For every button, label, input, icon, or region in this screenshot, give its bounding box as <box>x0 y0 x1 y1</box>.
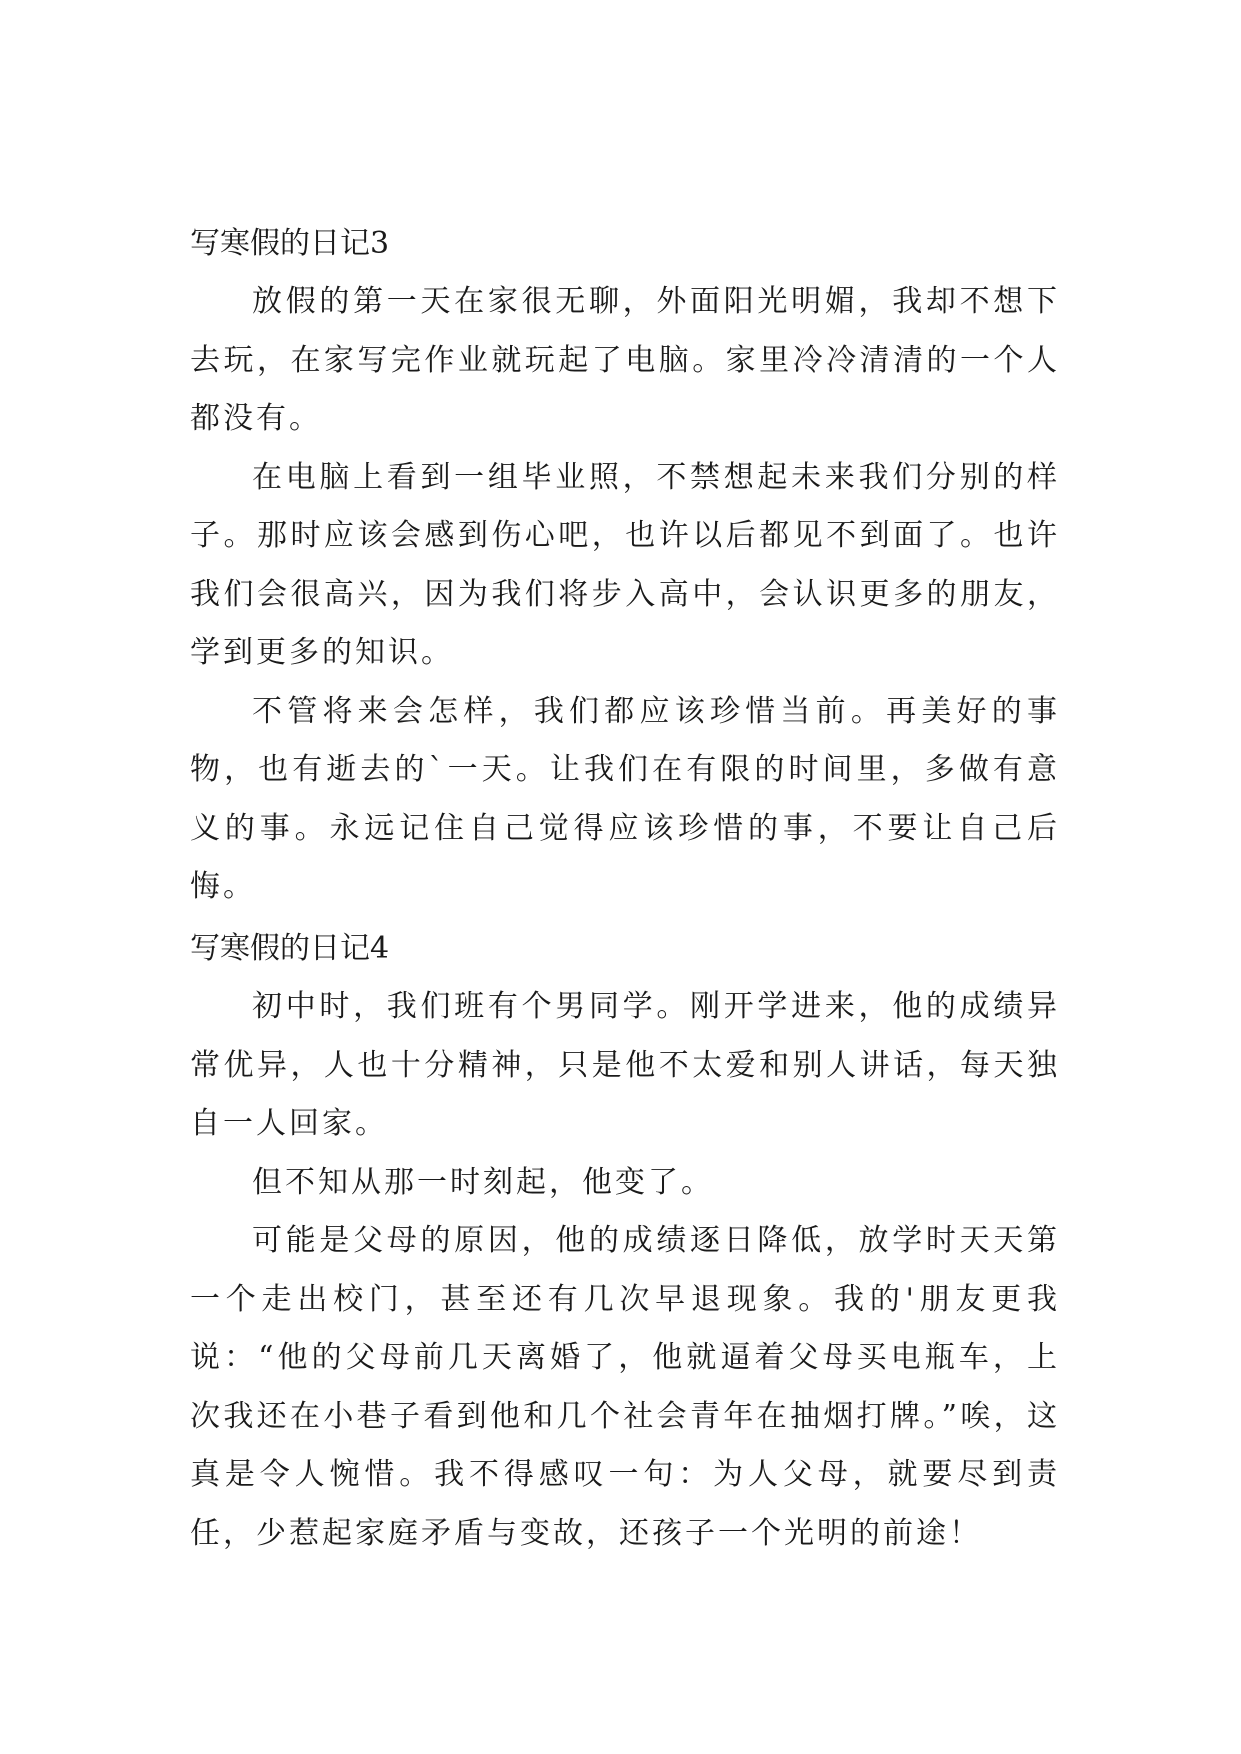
entry-paragraph: 可能是父母的原因，他的成绩逐日降低，放学时天天第一个走出校门，甚至还有几次早退现象。我的'朋友更我说：“他的父母前几天离婚了，他就逼着父母买电瓶车，上次我还在小巷子看到他和几个社会青年在抽烟打牌。”唉，这真是令人惋惜。我不得感叹一句：为人父母，就要尽到责任，少惹起家庭矛盾与变故，还孩子一个光明的前途！ <box>190 1223 1060 1551</box>
diary-entry-4 <box>190 920 1060 1563</box>
entry-title: 写寒假的日记4 <box>190 931 390 966</box>
entry-paragraph: 但不知从那一时刻起，他变了。 <box>252 1164 714 1200</box>
entry-paragraph: 放假的第一天在家很无聊，外面阳光明媚，我却不想下去玩，在家写完作业就玩起了电脑。家里冷冷清清的一个人都没有。 <box>190 284 1060 436</box>
entry-paragraph: 不管将来会怎样，我们都应该珍惜当前。再美好的事物，也有逝去的`一天。让我们在有限的时间里，多做有意义的事。永远记住自己觉得应该珍惜的事，不要让自己后悔。 <box>190 693 1060 904</box>
diary-entry-3 <box>190 215 1060 917</box>
entry-title: 写寒假的日记3 <box>190 226 390 261</box>
entry-paragraph: 初中时，我们班有个男同学。刚开学进来，他的成绩异常优异，人也十分精神，只是他不太爱和别人讲话，每天独自一人回家。 <box>190 989 1060 1141</box>
entry-paragraph: 在电脑上看到一组毕业照，不禁想起未来我们分别的样子。那时应该会感到伤心吧，也许以后都见不到面了。也许我们会很高兴，因为我们将步入高中，会认识更多的朋友，学到更多的知识。 <box>190 459 1060 670</box>
